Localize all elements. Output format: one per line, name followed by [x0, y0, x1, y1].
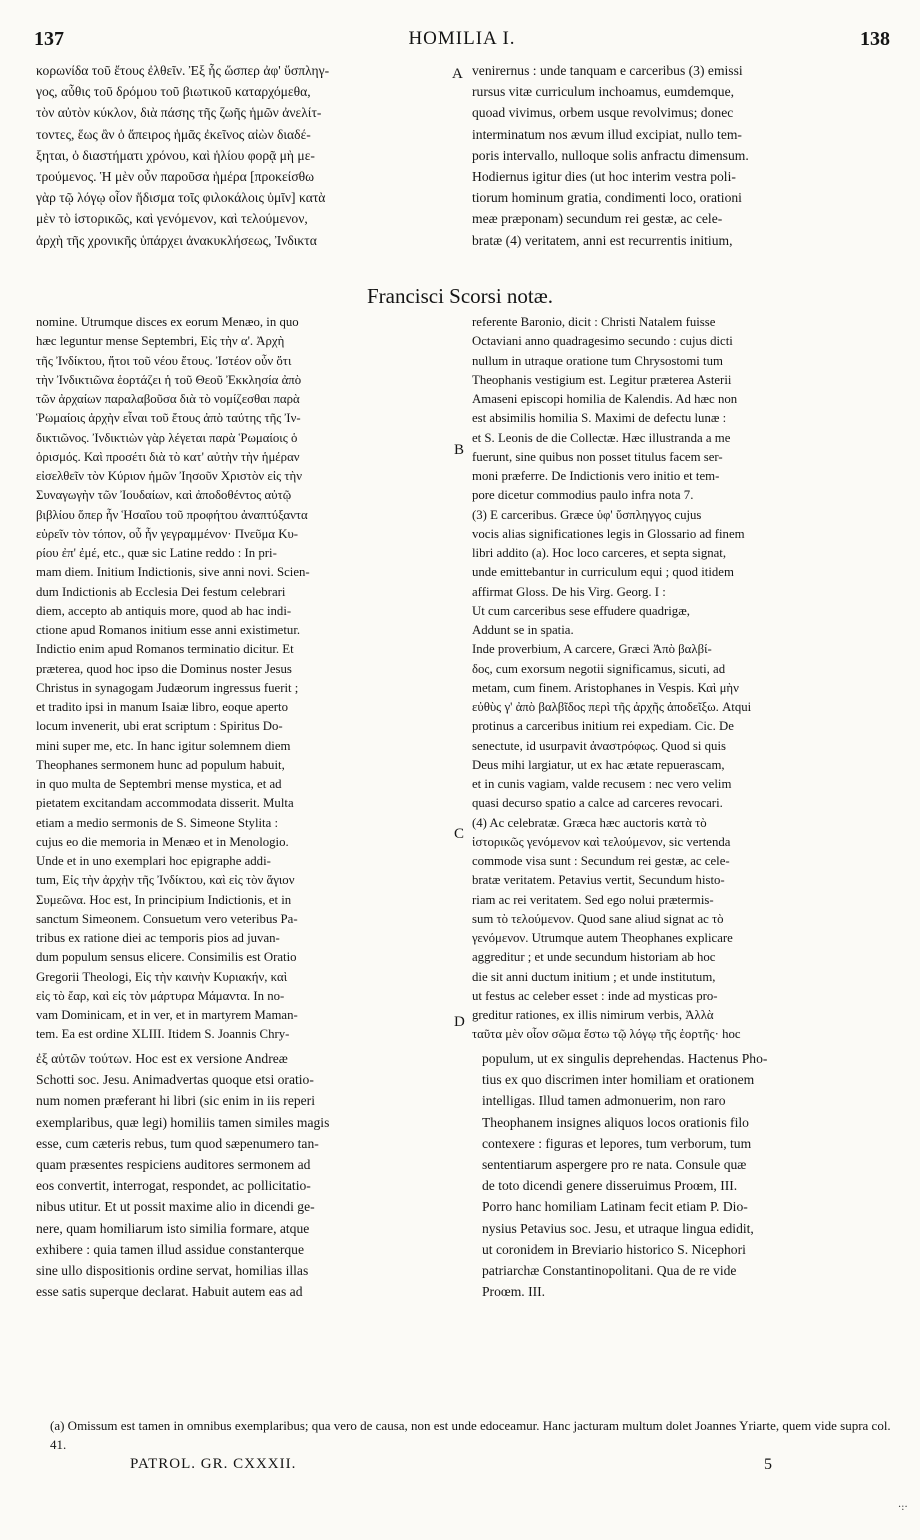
- text-line: τῆς Ἰνδίκτου, ἤτοι τοῦ νέου ἔτους. Ἰστέον οὖν ὅτι: [36, 353, 292, 368]
- text-line: Octaviani anno quadragesimo secundo : cujus dicti: [472, 334, 733, 349]
- text-line: et in cunis vagiam, valde recusem : nec vero velim: [472, 777, 732, 791]
- text-line: eos convertit, interrogat, respondet, ac pollicitatio-: [36, 1178, 311, 1194]
- text-line: τὸν αὐτὸν κύκλον, διὰ πάσης τῆς ζωῆς ἡμῶν ἀνελίτ-: [36, 105, 322, 121]
- text-line: Theophanem insignes aliquos locos orationis filo: [482, 1114, 749, 1130]
- text-line: locum invenerit, ubi erat scriptum : Spiritus Do-: [36, 719, 283, 734]
- text-line: tius ex quo discrimen inter homiliam et orationem: [482, 1072, 755, 1088]
- text-line: Deus mihi largiatur, ut ex hac ætate repuerascam,: [472, 757, 725, 772]
- text-line: Amaseni episcopi homilia de Kalendis. Ad hæc non: [472, 392, 738, 406]
- text-line: poris intervallo, nulloque solis anfractu dimensum.: [472, 147, 749, 163]
- text-line: venirernus : unde tanquam e carceribus (3) emissi: [472, 63, 743, 78]
- text-line: Ut cum carceribus sese effudere quadrigæ,: [472, 603, 690, 618]
- text-line: contexere : figuras et lepores, tum verborum, tum: [482, 1135, 752, 1151]
- text-line: Hodiernus igitur dies (ut hoc interim vestra poli-: [472, 169, 736, 185]
- text-line: est absimilis homilia S. Maximi de defectu lunæ :: [472, 411, 727, 426]
- text-line: intelligas. Illud tamen admonuerim, non raro: [482, 1093, 726, 1109]
- text-line: pietatem excitandam accommodata disserit. Multa: [36, 796, 294, 811]
- notes-right-column: [472, 313, 892, 1043]
- text-line: μὲν τὸ ἱστορικῶς, καὶ γενόμενον, καὶ τελούμενον,: [36, 211, 308, 227]
- text-line: sententiarum aspergere pro re nata. Consule quæ: [482, 1157, 747, 1173]
- text-line: nibus utitur. Et ut possit maxime alio in dicendi ge-: [36, 1199, 315, 1215]
- text-line: quam præsentes respiciens auditores sermonem ad: [36, 1157, 311, 1173]
- text-line: Schotti soc. Jesu. Animadvertas quoque etsi oratio-: [36, 1072, 314, 1088]
- text-line: bratæ (4) veritatem, anni est recurrentis initium,: [472, 232, 733, 248]
- text-line: βιβλίου ὅπερ ἦν Ἡσαΐου τοῦ προφήτου ἀναπτύξαντα: [36, 507, 308, 522]
- text-line: εἰς τὸ ἔαρ, καὶ εἰς τὸν μάρτυρα Μάμαντα. In no-: [36, 988, 285, 1003]
- text-line: vam Dominicam, et in ver, et in martyrem Maman-: [36, 1008, 298, 1022]
- text-line: esse, cum cæteris rebus, tum quod sæpenumero tan-: [36, 1135, 319, 1151]
- text-line: moni præferre. De Indictionis vero initio et tem-: [472, 469, 720, 483]
- text-line: tiorum hominum gratia, condimenti loco, orationi: [472, 190, 742, 206]
- text-line: τρούμενος. Ἡ μὲν οὖν παροῦσα ἡμέρα [προκείσθω: [36, 169, 315, 185]
- text-line: rursus vitæ curriculum inchoamus, eumdemque,: [472, 84, 735, 100]
- margin-letter-b: B: [454, 442, 465, 458]
- text-line: Συναγωγὴν τῶν Ἰουδαίων, καὶ ἀποδοθέντος αὐτῷ: [36, 488, 292, 503]
- text-line: dum Indictionis ab Ecclesia Dei festum celebrari: [36, 584, 286, 599]
- text-line: ἐξ αὐτῶν τούτων. Hoc est ex versione Andreæ: [36, 1051, 288, 1066]
- text-line: εὐθὺς γ' ἀπὸ βαλβῖδος περὶ τῆς ἀρχῆς ἀποδεῖξω. Atqui: [472, 700, 752, 714]
- text-line: nullum in utraque oratione tum Chrysostomi tum: [472, 353, 723, 368]
- text-line: Ῥωμαίοις ἀρχὴν εἶναι τοῦ ἔτους ἀπὸ ταύτης τῆς Ἰν-: [36, 411, 301, 426]
- margin-letter-a: A: [452, 66, 463, 82]
- text-line: riam ac rei veritatem. Sed ego nolui prætermis-: [472, 892, 714, 907]
- text-line: tem. Ea est ordine XLIII. Itidem S. Joannis Chry-: [36, 1027, 290, 1042]
- text-line: nere, quam homiliarum isto similia formare, atque: [36, 1220, 310, 1236]
- text-line: nysius Petavius soc. Jesu, et utraque lingua edidit,: [482, 1220, 754, 1236]
- text-line: ἱστορικῶς γενόμενον καὶ τελούμενον, sic vertenda: [472, 834, 731, 849]
- text-line: etiam a medio sermonis de S. Simeone Stylita :: [36, 815, 279, 830]
- text-line: Christus in synagogam Judæorum ingressus fuerit ;: [36, 680, 299, 695]
- text-line: affirmat Gloss. De his Virg. Georg. I :: [472, 584, 666, 599]
- text-line: greditur rationes, ex illis nimirum verbis, Ἀλλὰ: [472, 1008, 714, 1022]
- text-line: nomine. Utrumque disces ex eorum Menæo, in quo: [36, 315, 299, 329]
- greek-main-column: [36, 60, 446, 251]
- text-line: Inde proverbium, A carcere, Græci Ἀπὸ βαλβί-: [472, 642, 712, 657]
- text-line: unde emittebantur in curriculum equi ; quod itidem: [472, 565, 734, 580]
- text-line: interminatum nos ævum illud excipiat, nullo tem-: [472, 126, 742, 142]
- text-line: Unde et in uno exemplari hoc epigraphe addi-: [36, 854, 271, 868]
- text-line: τοντες, ἕως ἂν ὁ ἄπειρος ἡμᾶς ἐκεῖνος αἰὼν διαδέ-: [36, 126, 311, 142]
- text-line: Gregorii Theologi, Εἰς τὴν καινὴν Κυριακήν, καὶ: [36, 969, 288, 984]
- text-line: εὑρεῖν τὸν τόπον, οὗ ἦν γεγραμμένον· Πνεῦμα Κυ-: [36, 526, 299, 541]
- text-line: κορωνίδα τοῦ ἔτους ἐλθεῖν. Ἐξ ἧς ὥσπερ ἀφ' ὕσπληγ-: [36, 63, 330, 78]
- page-speck: ·:·: [898, 1502, 908, 1513]
- text-line: γενόμενον. Utrumque autem Theophanes explicare: [472, 931, 733, 945]
- text-line: γὰρ τῷ λόγῳ οἷον ἥδισμα τοῖς φιλοκάλοις ὑμῖν] κατὰ: [36, 190, 326, 206]
- text-line: tum, Εἰς τὴν ἀρχὴν τῆς Ἰνδίκτου, καὶ εἰς τὸν ἅγιον: [36, 873, 295, 888]
- page-number-right: 138: [860, 28, 890, 50]
- text-line: metam, cum finem. Aristophanes in Vespis. Καὶ μὴν: [472, 680, 739, 695]
- section-title: Francisci Scorsi notæ.: [366, 284, 554, 308]
- text-line: diem, accepto ab antiquis more, quod ab hac indi-: [36, 603, 292, 618]
- footnote: [50, 1416, 900, 1454]
- text-line: (4) Ac celebratæ. Græca hæc auctoris κατὰ τὸ: [472, 815, 707, 830]
- text-line: quoad vivimus, orbem usque revolvimus; donec: [472, 105, 734, 121]
- text-line: ὁρισμός. Καὶ προσέτι διὰ τὸ κατ' αὐτὴν τὴν ἡμέραν: [36, 449, 300, 464]
- notes-left-column: [36, 313, 454, 1043]
- bottom-right-column: [482, 1048, 892, 1343]
- text-line: (3) E carceribus. Græce ὑφ' ὕσπληγγος cujus: [472, 507, 702, 522]
- text-line: cujus eo die memoria in Menæo et in Menologio.: [36, 834, 289, 849]
- text-line: præterea, quod hoc ipso die Dominus noster Jesus: [36, 661, 292, 676]
- text-line: δος, cum exorsum negotii significamus, sicuti, ad: [472, 661, 726, 676]
- page-number-left: 137: [34, 28, 64, 50]
- text-line: et S. Leonis de die Collectæ. Hæc illustranda a me: [472, 430, 731, 445]
- text-line: libri addito (a). Hoc loco carceres, et septa signat,: [472, 546, 727, 560]
- footnote-line: (a) Omissum est tamen in omnibus exemplaribus; qua vero de causa, non est unde edoceamur. Hanc jacturam: [50, 1418, 619, 1433]
- text-line: tribus ex ratione diei ac temporis pios ad juvan-: [36, 931, 280, 945]
- text-line: die sit anni ductum initium ; et unde institutum,: [472, 969, 716, 984]
- text-line: esse satis superque declarat. Habuit autem eas ad: [36, 1284, 303, 1300]
- text-line: τὴν Ἰνδικτιῶνα ἑορτάζει ἡ τοῦ Θεοῦ Ἐκκλησία ἀπὸ: [36, 372, 302, 387]
- text-line: bratæ veritatem. Petavius vertit, Secundum histo-: [472, 873, 725, 888]
- text-line: Porro hanc homiliam Latinam fecit etiam P. Dio-: [482, 1199, 748, 1215]
- text-line: quasi decurso spatio a calce ad carceres revocari.: [472, 796, 723, 811]
- text-line: et tradito ipsi in manum Isaiæ libro, eoque aperto: [36, 700, 288, 714]
- margin-letter-d: D: [454, 1014, 465, 1030]
- text-line: senectute, id usurpavit ἀναστρόφως. Quod si quis: [472, 738, 726, 753]
- text-line: Συμεῶνα. Hoc est, In principium Indictionis, et in: [36, 892, 292, 907]
- text-line: commode visa sunt : Secundum rei gestæ, ac cele-: [472, 854, 730, 868]
- text-line: referente Baronio, dicit : Christi Natalem fuisse: [472, 315, 716, 329]
- text-line: ut festus ac celeber esset : inde ad mysticas pro-: [472, 988, 718, 1003]
- margin-letter-c: C: [454, 826, 465, 842]
- bottom-left-column: [36, 1048, 454, 1343]
- text-line: ξηται, ὁ διαστήματι χρόνου, καὶ ἡλίου φορᾷ μὴ με-: [36, 147, 315, 163]
- text-line: patriarchæ Constantinopolitani. Qua de re vide: [482, 1263, 737, 1279]
- text-line: Theophanes sermonem hunc ad populum habuit,: [36, 757, 285, 772]
- text-line: δικτιῶνος. Ἰνδικτιὼν γὰρ λέγεται παρὰ Ῥωμαίοις ὁ: [36, 430, 298, 445]
- latin-main-column: [472, 60, 892, 251]
- text-line: ut coronidem in Breviario historico S. Nicephori: [482, 1241, 746, 1257]
- text-line: num nomen præferant hi libri (sic enim in iis reperi: [36, 1093, 315, 1109]
- text-line: sine ullo dispositionis ordine servat, homilias illas: [36, 1263, 309, 1279]
- text-line: ἀρχὴ τῆς χρονικῆς ὑπάρχει ἀνακυκλήσεως, Ἰνδικτα: [36, 232, 317, 248]
- text-line: in quo multa de Septembri mense mystica, et ad: [36, 777, 282, 791]
- text-line: meæ præponam) secundum rei gestæ, ac cele-: [472, 211, 723, 227]
- text-line: populum, ut ex singulis deprehendas. Hactenus Pho-: [482, 1051, 768, 1066]
- footnote-line: multum dolet Joannes Yriarte, quem vide supra col. 41.: [50, 1418, 891, 1452]
- text-line: ρίου ἐπ' ἐμέ, etc., quæ sic Latine reddo : In pri-: [36, 546, 277, 560]
- footer-series: PATROL. GR. CXXXII.: [130, 1456, 297, 1472]
- text-line: sanctum Simeonem. Consuetum vero veteribus Pa-: [36, 911, 298, 926]
- text-line: mini super me, etc. In hanc igitur solemnem diem: [36, 738, 291, 753]
- text-line: ταῦτα μὲν οἷον σῶμα ἔστω τῷ λόγῳ τῆς ἑορτῆς· hoc: [472, 1027, 741, 1042]
- text-line: dum populum sensus elicere. Consimilis est Oratio: [36, 950, 297, 965]
- text-line: hæc leguntur mense Septembri, Εἰς τὴν α'. Ἀρχὴ: [36, 334, 285, 349]
- text-line: fuerunt, sine quibus non posset titulus facem ser-: [472, 449, 723, 464]
- text-line: εἰσελθεῖν τὸν Κύριον ἡμῶν Ἰησοῦν Χριστὸν εἰς τὴν: [36, 469, 303, 483]
- running-header: [34, 28, 890, 54]
- text-line: Indictio enim apud Romanos terminatio dicitur. Et: [36, 642, 294, 657]
- text-line: exemplaribus, quæ legi) homiliis tamen similes magis: [36, 1114, 330, 1130]
- text-line: ctione apud Romanos initium esse anni existimetur.: [36, 623, 301, 637]
- text-line: pore dicetur commodius paulo infra nota 7.: [472, 488, 694, 503]
- running-title: HOMILIA I.: [408, 28, 516, 49]
- text-line: γος, αὖθις τοῦ δρόμου τοῦ βιωτικοῦ καταρχόμεθα,: [36, 84, 311, 100]
- text-line: mam diem. Initium Indictionis, sive anni novi. Scien-: [36, 565, 310, 580]
- text-line: sum τὸ τελούμενον. Quod sane aliud signat ac τὸ: [472, 911, 724, 926]
- text-line: Proœm. III.: [482, 1284, 546, 1300]
- text-line: τῶν ἀρχαίων παραλαβοῦσα διὰ τὸ νομίζεσθαι παρὰ: [36, 392, 300, 406]
- text-line: protinus a carceribus initium rei expediam. Cic. De: [472, 719, 734, 734]
- text-line: exhibere : quia tamen illud assidue constanterque: [36, 1241, 305, 1257]
- text-line: de toto dicendi genere disseruimus Proœm, III.: [482, 1178, 738, 1194]
- text-line: aggreditur ; et unde secundum historiam ab hoc: [472, 950, 716, 965]
- text-line: vocis alias significationes legis in Glossario ad finem: [472, 526, 745, 541]
- text-line: Addunt se in spatia.: [472, 623, 574, 637]
- footer-signature: 5: [764, 1456, 772, 1473]
- text-line: Theophanis vestigium est. Legitur præterea Asterii: [472, 372, 732, 387]
